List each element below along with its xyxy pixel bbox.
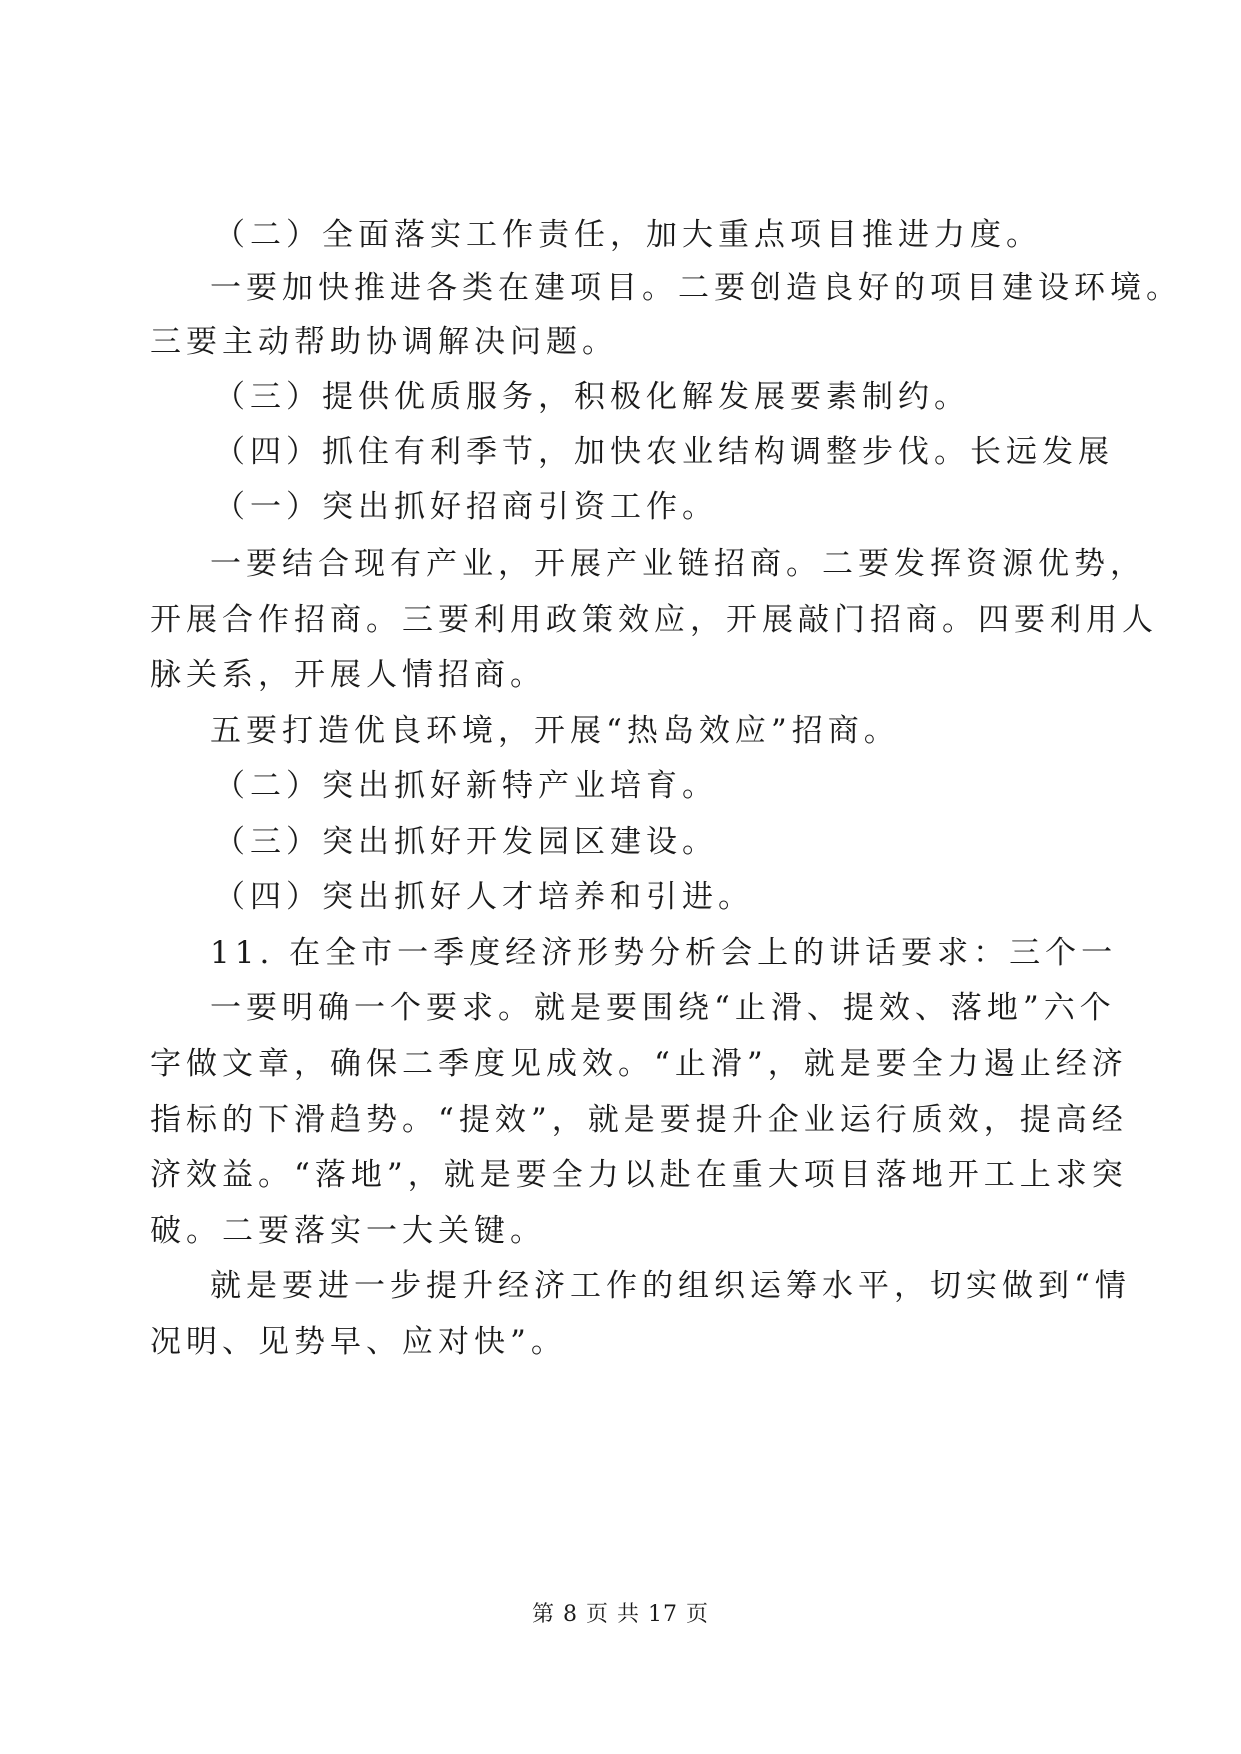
paragraph-line: （三）突出抓好开发园区建设。 [214, 824, 718, 860]
paragraph-line: （二）突出抓好新特产业培育。 [214, 768, 718, 804]
paragraph-line: 开展合作招商。三要利用政策效应，开展敲门招商。四要利用人 [150, 602, 1158, 638]
section-heading: 11. 在全市一季度经济形势分析会上的讲话要求：三个一 [210, 935, 1118, 971]
paragraph-line: 一要结合现有产业，开展产业链招商。二要发挥资源优势， [210, 546, 1146, 582]
paragraph-line: （四）抓住有利季节，加快农业结构调整步伐。长远发展 [214, 434, 1114, 470]
paragraph-line: 就是要进一步提升经济工作的组织运筹水平，切实做到“情 [210, 1268, 1131, 1304]
paragraph-line: 一要加快推进各类在建项目。二要创造良好的项目建设环境。 [210, 270, 1182, 306]
page-number-footer: 第 8 页 共 17 页 [532, 1602, 709, 1627]
paragraph-line: 一要明确一个要求。就是要围绕“止滑、提效、落地”六个 [210, 990, 1116, 1026]
paragraph-line: （四）突出抓好人才培养和引进。 [214, 879, 754, 915]
paragraph-line: （一）突出抓好招商引资工作。 [214, 489, 718, 525]
paragraph-line: 五要打造优良环境，开展“热岛效应”招商。 [210, 713, 900, 749]
paragraph-line: （三）提供优质服务，积极化解发展要素制约。 [214, 379, 970, 415]
paragraph-line: （二）全面落实工作责任，加大重点项目推进力度。 [214, 217, 1042, 253]
paragraph-line: 脉关系，开展人情招商。 [150, 657, 546, 693]
paragraph-line: 三要主动帮助协调解决问题。 [150, 324, 618, 360]
paragraph-line: 破。二要落实一大关键。 [150, 1213, 546, 1249]
paragraph-line: 况明、见势早、应对快”。 [150, 1324, 567, 1360]
paragraph-line: 字做文章，确保二季度见成效。“止滑”，就是要全力遏止经济 [150, 1046, 1128, 1082]
paragraph-line: 济效益。“落地”，就是要全力以赴在重大项目落地开工上求突 [150, 1157, 1128, 1193]
paragraph-line: 指标的下滑趋势。“提效”，就是要提升企业运行质效，提高经 [150, 1102, 1128, 1138]
